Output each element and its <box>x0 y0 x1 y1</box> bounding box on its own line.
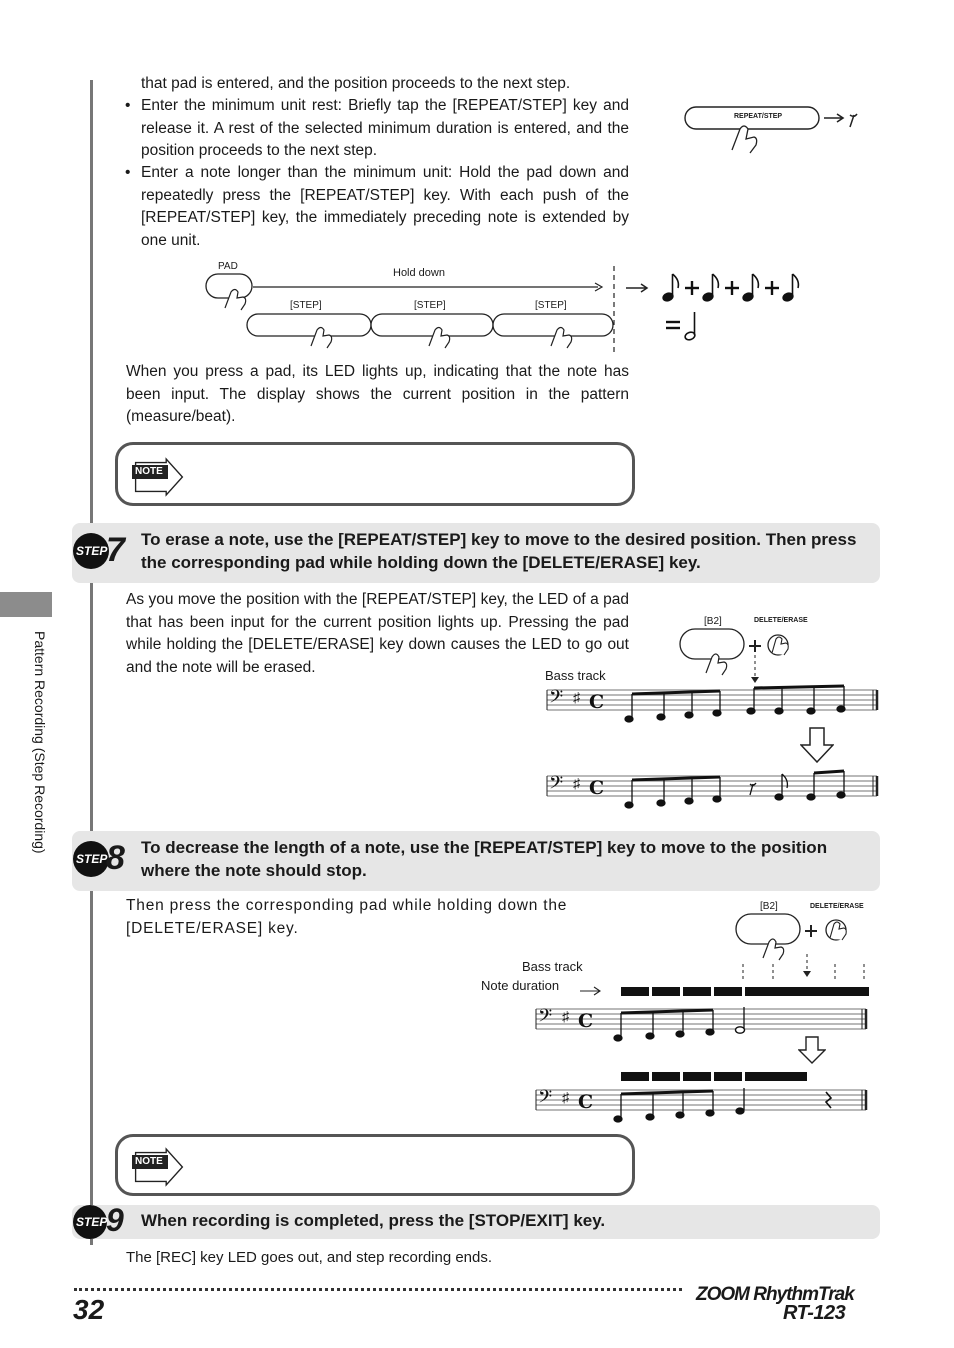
svg-text:C: C <box>589 691 605 713</box>
step7-key-figure <box>676 613 806 688</box>
note-icon-label: NOTE <box>135 466 163 477</box>
step8-body: Then press the corresponding pad while holding down the [DELETE/ERASE] key. <box>126 897 568 937</box>
step8-delete-label: DELETE/ERASE <box>810 903 864 910</box>
step8-pad-label: [B2] <box>760 901 778 912</box>
bullet-dot: • <box>125 164 131 181</box>
step7-down-arrow <box>800 727 834 763</box>
step-label-3: [STEP] <box>535 300 567 311</box>
step7-heading: To erase a note, use the [REPEAT/STEP] key to move to the desired position. Then press the corresponding pad while holding down the [DELETE/ERASE] key. <box>141 530 857 572</box>
svg-text:𝄢: 𝄢 <box>549 687 564 712</box>
svg-text:♯: ♯ <box>562 1008 569 1024</box>
note-arrow-shape <box>130 1147 190 1187</box>
step8-number: 8 <box>106 839 125 877</box>
step7-body: As you move the position with the [REPEAT/STEP] key, the LED of a pad that has been input for the current position lights up. Pressing the pad while holding the [DELETE/ERASE] key down causes the LED to go out and the note will be erased. <box>126 591 629 676</box>
pad-label: PAD <box>218 261 238 272</box>
note-icon-label: NOTE <box>135 1156 163 1167</box>
sidebar-tab <box>0 592 52 617</box>
step8-duration-bars-after <box>621 1069 811 1079</box>
footer-dotted-rule <box>74 1288 682 1291</box>
step7-staff-before <box>545 684 879 724</box>
svg-text:𝄢: 𝄢 <box>538 1006 553 1031</box>
page-number: 32 <box>73 1294 105 1325</box>
note-arrow-shape <box>130 457 190 497</box>
hold-down-label: Hold down <box>393 267 445 279</box>
step-label-1: [STEP] <box>290 300 322 311</box>
svg-text:𝄢: 𝄢 <box>549 773 564 798</box>
repeat-step-figure <box>684 103 864 155</box>
step8-key-illustration <box>733 898 868 980</box>
step7-key-illustration <box>676 613 806 688</box>
step8-staff-after <box>534 1084 868 1126</box>
step8-key-figure <box>733 898 868 980</box>
right-arrow-icon <box>579 986 603 996</box>
step9-number: 9 <box>106 1202 124 1238</box>
note-icon <box>130 1147 190 1187</box>
repeat-step-illustration <box>684 103 864 155</box>
step7-staff-after <box>545 768 879 810</box>
repeat-step-key-label: REPEAT/STEP <box>734 113 783 120</box>
step-label-2: [STEP] <box>414 300 446 311</box>
step7-delete-label: DELETE/ERASE <box>754 617 808 624</box>
duration-bars <box>621 987 869 997</box>
bullet-long-note-text: Enter a note longer than the minimum unit: Hold the pad down and repeatedly press the [REPEAT/STEP] key. With each push of the [REPEAT/STEP] key, the immediately preceding note is extended by one unit. <box>141 164 629 249</box>
down-arrow-icon <box>800 727 834 763</box>
step8-down-arrow <box>798 1036 826 1064</box>
bullet-rest <box>125 95 629 163</box>
step8-bass-track-label: Bass track <box>522 959 583 974</box>
staff-after <box>545 768 879 810</box>
bullet-rest-text: Enter the minimum unit rest: Briefly tap the [REPEAT/STEP] key and release it. A rest of the selected minimum duration is entered, and the position proceeds to the next step. <box>141 97 629 159</box>
svg-text:𝄢: 𝄢 <box>538 1087 553 1112</box>
svg-text:♯: ♯ <box>573 775 580 791</box>
step7-number: 7 <box>106 531 125 569</box>
intro-line: that pad is entered, and the position proceeds to the next step. <box>141 75 571 92</box>
brand-line-1: ZOOM RhythmTrak <box>696 1284 854 1305</box>
step9-heading: When recording is completed, press the [STOP/EXIT] key. <box>141 1211 606 1230</box>
staff-before <box>545 684 879 724</box>
svg-text:C: C <box>578 1091 594 1113</box>
step8-duration-bars-before <box>621 984 869 994</box>
note-equation-illustration <box>622 268 812 348</box>
svg-text:♯: ♯ <box>562 1089 569 1105</box>
note-duration-arrow <box>579 983 603 993</box>
step7-pad-label: [B2] <box>704 616 722 627</box>
step9-badge-text: STEP <box>76 1215 108 1229</box>
staff-after <box>534 1084 868 1126</box>
bullet-long-note <box>125 162 629 252</box>
bullet-dot: • <box>125 97 131 114</box>
step8-badge-text: STEP <box>76 852 108 866</box>
svg-text:C: C <box>589 777 605 799</box>
sidebar-label: Pattern Recording (Step Recording) <box>32 631 48 854</box>
step9-body: The [REC] key LED goes out, and step recording ends. <box>126 1249 493 1266</box>
note-box-1 <box>115 442 635 506</box>
note-icon <box>130 457 190 497</box>
step7-badge-text: STEP <box>76 544 108 558</box>
led-paragraph: When you press a pad, its LED lights up, indicating that the note has been input. The display shows the current position in the pattern (measure/beat). <box>126 363 629 425</box>
step8-heading: To decrease the length of a note, use the [REPEAT/STEP] key to move to the position where the note should stop. <box>141 838 828 880</box>
svg-text:C: C <box>578 1010 594 1032</box>
down-arrow-icon <box>798 1036 826 1064</box>
left-rule <box>90 80 93 1245</box>
duration-bars <box>621 1072 811 1082</box>
note-duration-label: Note duration <box>481 978 560 993</box>
svg-text:♯: ♯ <box>573 689 580 705</box>
step7-bass-track-label: Bass track <box>545 668 606 683</box>
note-equation <box>622 268 812 348</box>
brand-line-2: RT-123 <box>783 1302 846 1324</box>
note-box-2 <box>115 1134 635 1196</box>
